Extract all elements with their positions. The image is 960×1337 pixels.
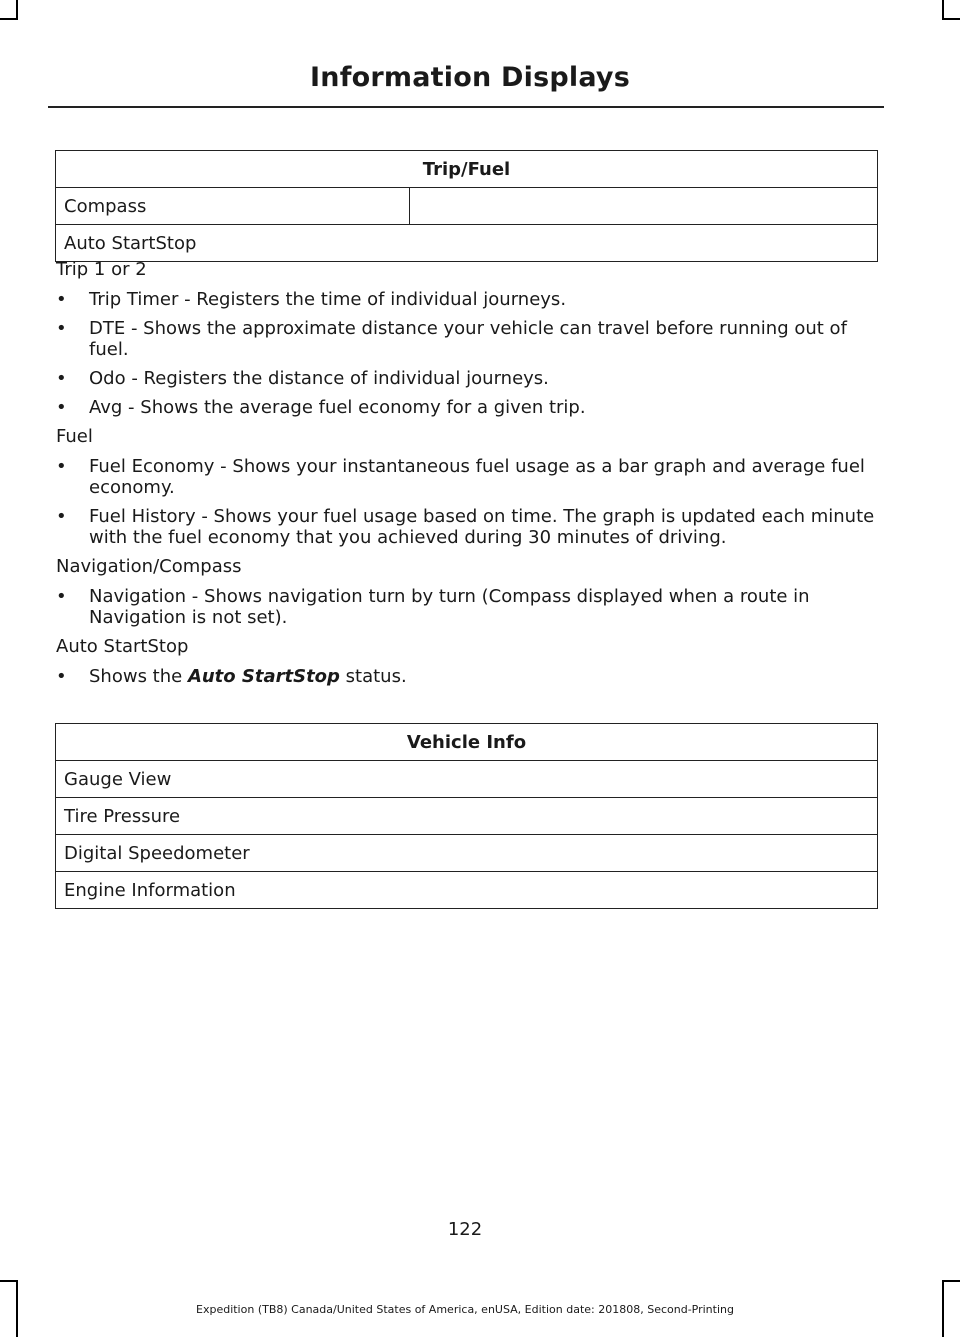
page-number: 122 <box>447 1219 483 1240</box>
section-heading: Auto StartStop <box>56 636 189 657</box>
crop-mark <box>16 0 18 20</box>
section-heading: Trip 1 or 2 <box>56 259 147 280</box>
table-cell: Digital Speedometer <box>56 835 878 872</box>
table-cell: Gauge View <box>56 761 878 798</box>
bullet-icon: • <box>56 456 67 477</box>
list-item: • DTE - Shows the approximate distance your vehicle can travel before running out of fuel. <box>56 318 847 360</box>
table-cell: Tire Pressure <box>56 798 878 835</box>
table-row <box>56 798 878 835</box>
table-row <box>56 872 878 909</box>
table-cell: Auto StartStop <box>56 225 878 262</box>
list-item: • Fuel History - Shows your fuel usage based on time. The graph is updated each minute with the fuel economy that you achieved during 30 minutes of driving. <box>56 506 875 548</box>
table-row <box>56 835 878 872</box>
table-heading: Vehicle Info <box>56 724 878 761</box>
footer-text: Expedition (TB8) Canada/United States of America, enUSA, Edition date: 201808, Second-Printing <box>196 1303 734 1316</box>
page-title: Information Displays <box>310 62 630 93</box>
table-cell: Compass <box>56 188 410 225</box>
list-item: • Trip Timer - Registers the time of individual journeys. <box>56 289 567 310</box>
list-item: • Odo - Registers the distance of individual journeys. <box>56 368 549 389</box>
bullet-icon: • <box>56 368 67 389</box>
list-item: • Shows the Auto StartStop status. <box>56 666 407 687</box>
table-row <box>56 188 878 225</box>
bullet-icon: • <box>56 666 67 687</box>
list-item: • Avg - Shows the average fuel economy for a given trip. <box>56 397 586 418</box>
list-item: • Navigation - Shows navigation turn by turn (Compass displayed when a route in Navigation is not set). <box>56 586 810 628</box>
crop-mark <box>0 18 18 20</box>
table-row <box>56 761 878 798</box>
section-heading: Fuel <box>56 426 93 447</box>
bullet-icon: • <box>56 586 67 607</box>
list-item: • Fuel Economy - Shows your instantaneous fuel usage as a bar graph and average fuel economy. <box>56 456 865 498</box>
trip-fuel-table <box>55 150 878 262</box>
crop-mark <box>942 1280 960 1282</box>
emphasis-text: Auto StartStop <box>187 666 340 687</box>
body-content <box>56 259 881 695</box>
table-row <box>56 225 878 262</box>
crop-mark <box>942 18 960 20</box>
table-heading: Trip/Fuel <box>56 151 878 188</box>
crop-mark <box>942 1280 944 1337</box>
bullet-icon: • <box>56 318 67 339</box>
crop-mark <box>942 0 944 20</box>
vehicle-info-table <box>55 723 878 909</box>
table-cell: Engine Information <box>56 872 878 909</box>
bullet-icon: • <box>56 289 67 310</box>
section-heading: Navigation/Compass <box>56 556 242 577</box>
crop-mark <box>0 1280 18 1282</box>
bullet-icon: • <box>56 397 67 418</box>
bullet-icon: • <box>56 506 67 527</box>
header-divider <box>48 106 884 108</box>
table-cell-empty <box>410 188 878 225</box>
